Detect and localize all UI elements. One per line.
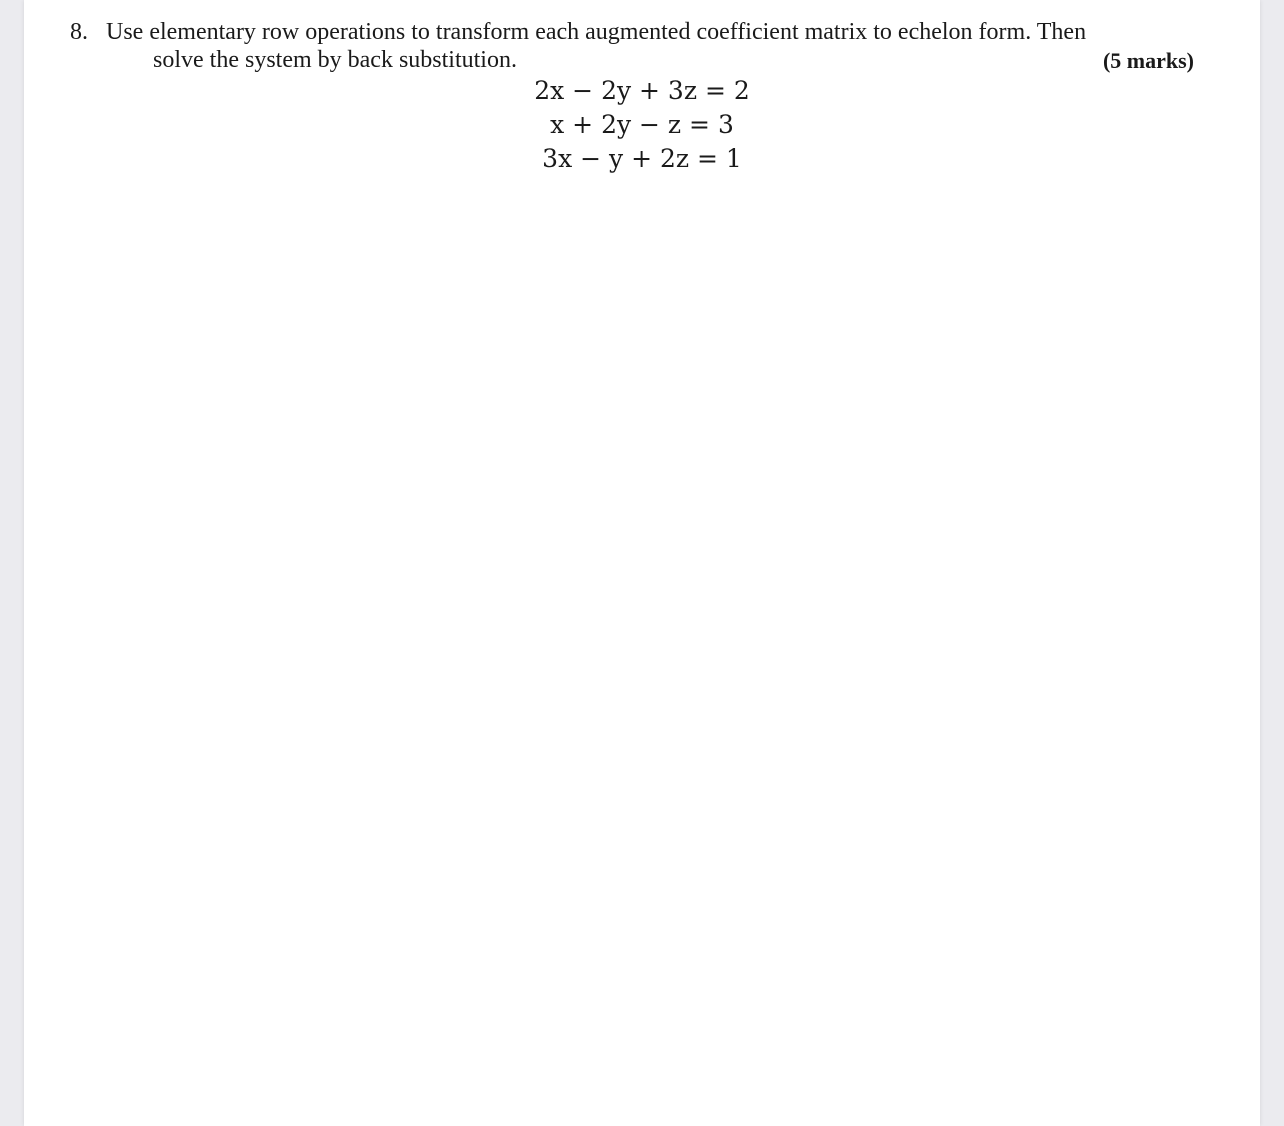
- equation-system: [24, 74, 1260, 176]
- marks-label: (5 marks): [1102, 48, 1194, 73]
- equation-1: 2x − 2y + 3z = 2: [534, 76, 750, 105]
- question-text-line-2: solve the system by back substitution.: [153, 47, 517, 73]
- equation-3: 3x − y + 2z = 1: [542, 144, 742, 173]
- equation-2: x + 2y − z = 3: [550, 110, 734, 139]
- document-page: [24, 0, 1260, 1126]
- question-text-line-1: Use elementary row operations to transform each augmented coefficient matrix to echelon form. Then: [106, 19, 1087, 45]
- question-number: 8.: [70, 19, 88, 45]
